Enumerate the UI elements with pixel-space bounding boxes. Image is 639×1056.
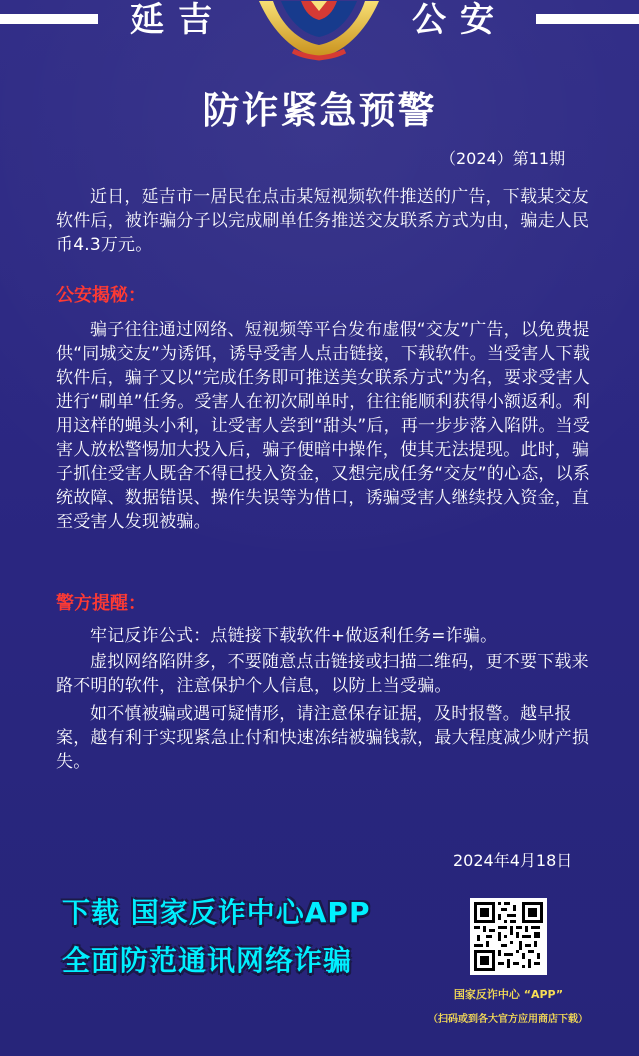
qr-download-note: （扫码或到各大官方应用商店下载）: [428, 1014, 588, 1025]
section-heading-reveal: 公安揭秘：: [56, 285, 146, 306]
police-emblem-icon: [253, 0, 385, 62]
reminder-item-3: 如不慎被骗或遇可疑情形，请注意保存证据，及时报警。越早报案，越有利于实现紧急止付和快速冻结被骗钱款，最大程度减少财产损失。: [56, 704, 590, 772]
page-title: 防诈紧急预警: [202, 89, 437, 132]
qr-caption: 国家反诈中心 “APP”: [453, 988, 564, 1001]
qr-code-grid: [474, 902, 543, 971]
reminder-item-1: 牢记反诈公式：点链接下载软件+做返利任务=诈骗。: [90, 626, 498, 646]
intro-paragraph: 近日，延吉市一居民在点击某短视频软件推送的广告，下载某交友软件后，被诈骗分子以完成刷单任务推送交友联系方式为由，骗走人民币4.3万元。: [56, 187, 590, 255]
qr-code-icon[interactable]: [470, 898, 547, 975]
issue-number: （2024）第11期: [440, 149, 566, 168]
header-right-line: [536, 14, 639, 24]
promo-line-1: 下载 国家反诈中心APP: [62, 896, 371, 929]
section-heading-reminder: 警方提醒：: [56, 593, 146, 614]
reminder-item-2: 虚拟网络陷阱多，不要随意点击链接或扫描二维码，更不要下载来路不明的软件，注意保护个人信息，以防上当受骗。: [56, 652, 589, 696]
promo-line-2: 全面防范通讯网络诈骗: [62, 944, 353, 977]
header-left-line: [0, 14, 98, 24]
qr-code-svg: [474, 902, 543, 971]
publish-date: 2024年4月18日: [453, 851, 573, 870]
header-right-text: 公安: [412, 0, 508, 40]
header-left-text: 延吉: [130, 0, 226, 40]
police-emblem-svg: [253, 0, 385, 62]
reveal-paragraph: 骗子往往通过网络、短视频等平台发布虚假“交友”广告，以免费提供“同城交友”为诱饵，诱导受害人点击链接，下载软件。当受害人下载软件后，骗子又以“完成任务即可推送美女联系方式”为名，要求受害人进行“刷单”任务。受害人在初次刷单时，往往能顺利获得小额返利。利用这样的蝇头小利，让受害人尝到“甜头”后，再一步步落入陷阱。当受害人放松警惕加大投入后，骗子便暗中操作，使其无法提现。此时，骗子抓住受害人既舍不得已投入资金，又想完成任务“交友”的心态，以系统故障、数据错误、操作失误等为借口，诱骗受害人继续投入资金，直至受害人发现被骗。: [56, 320, 591, 532]
